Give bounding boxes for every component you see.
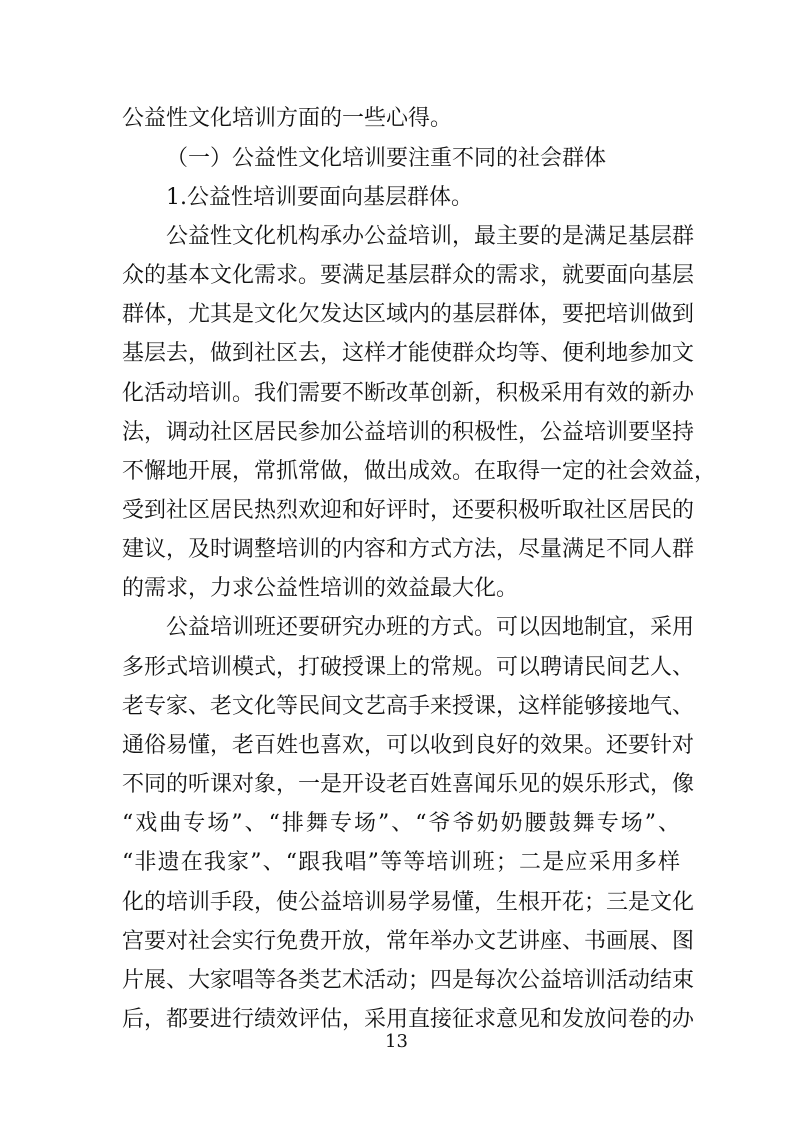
- text-line: 通俗易懂，老百姓也喜欢，可以收到良好的效果。还要针对: [122, 733, 695, 758]
- text-line: 后，都要进行绩效评估，采用直接征求意见和发放问卷的办: [122, 1007, 695, 1032]
- section-heading: （一）公益性文化培训要注重不同的社会群体: [166, 146, 607, 171]
- text-line: 老专家、老文化等民间文艺高手来授课，这样能够接地气、: [122, 694, 695, 719]
- text-line: 公益性文化机构承办公益培训，最主要的是满足基层群: [166, 224, 695, 249]
- page-number: 13: [385, 1031, 408, 1052]
- text-line: “戏曲专场”、“排舞专场”、“爷爷奶奶腰鼓舞专场”、: [122, 811, 680, 836]
- text-line: 法，调动社区居民参加公益培训的积极性，公益培训要坚持: [122, 420, 695, 445]
- text-line: 多形式培训模式，打破授课上的常规。可以聘请民间艺人、: [122, 655, 695, 680]
- text-line: 的需求，力求公益性培训的效益最大化。: [122, 576, 519, 601]
- text-line: 公益培训班还要研究办班的方式。可以因地制宜，采用: [166, 615, 695, 640]
- text-line: 公益性文化培训方面的一些心得。: [122, 106, 453, 131]
- text-line: 不同的听课对象，一是开设老百姓喜闻乐见的娱乐形式，像: [122, 772, 695, 797]
- text-line: 宫要对社会实行免费开放，常年举办文艺讲座、书画展、图: [122, 929, 695, 954]
- text-line: 片展、大家唱等各类艺术活动；四是每次公益培训活动结束: [122, 968, 695, 993]
- text-line: 众的基本文化需求。要满足基层群众的需求，就要面向基层: [122, 263, 695, 288]
- text-line: 化活动培训。我们需要不断改革创新，积极采用有效的新办: [122, 381, 695, 406]
- text-line: “非遗在我家”、“跟我唱”等等培训班；二是应采用多样: [122, 850, 680, 875]
- text-line: 群体，尤其是文化欠发达区域内的基层群体，要把培训做到: [122, 302, 695, 327]
- text-line: 建议，及时调整培训的内容和方式方法，尽量满足不同人群: [122, 537, 695, 562]
- subsection-heading: 1.公益性培训要面向基层群体。: [166, 185, 473, 210]
- text-line: 基层去，做到社区去，这样才能使群众均等、便利地参加文: [122, 341, 695, 366]
- text-line: 化的培训手段，使公益培训易学易懂，生根开花；三是文化: [122, 890, 695, 915]
- text-line: 不懈地开展，常抓常做，做出成效。在取得一定的社会效益，: [122, 459, 717, 484]
- text-line: 受到社区居民热烈欢迎和好评时，还要积极听取社区居民的: [122, 498, 695, 523]
